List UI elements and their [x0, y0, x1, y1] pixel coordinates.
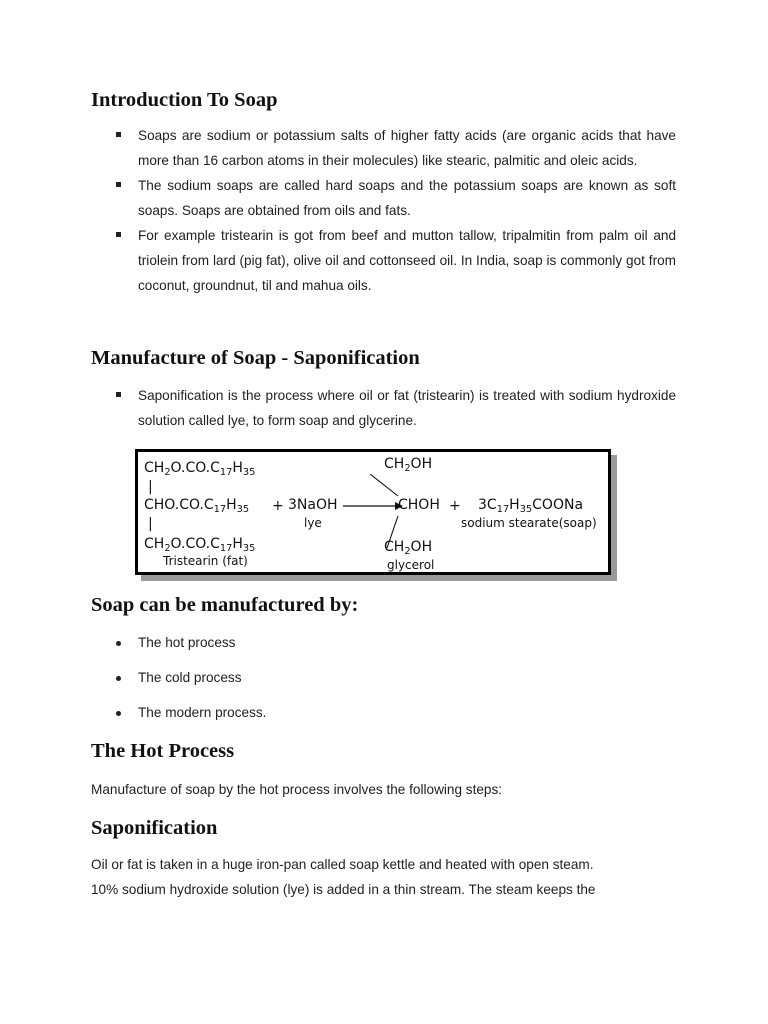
- plus-sign-1: +: [272, 498, 284, 514]
- saponification-heading: Saponification: [91, 817, 218, 839]
- bond-line-2: |: [148, 516, 153, 532]
- glycerol-row-3: $CH_2OH$: [384, 539, 433, 557]
- lye-label: lye: [304, 516, 322, 530]
- hot-process-text: Manufacture of soap by the hot process involves the following steps:: [91, 782, 503, 797]
- hot-process-heading: The Hot Process: [91, 740, 235, 762]
- tristearin-row-3: $CH_2O.CO.C_{17}H_{35}$: [144, 536, 256, 554]
- methods-list: [91, 634, 266, 739]
- glycerol-label: glycerol: [387, 558, 435, 572]
- product-label: sodium stearate(soap): [461, 516, 597, 530]
- intro-bullet-list: [91, 123, 676, 298]
- list-item: The cold process: [91, 669, 266, 704]
- manufacture-bullet-list: [91, 383, 676, 433]
- glycerol-row-2: CHOH: [398, 497, 440, 513]
- glycerol-row-1: $CH_2OH$: [384, 456, 433, 474]
- list-item: The modern process.: [91, 704, 266, 739]
- plus-sign-2: +: [449, 498, 461, 514]
- list-item: For example tristearin is got from beef and mutton tallow, tripalmitin from palm oil and triolein from lard (pig fat), olive oil and cottonseed oil. In India, soap is commonly got from coconut, groundnut, til and mahua oils.: [91, 223, 676, 298]
- tristearin-row-1: $CH_2O.CO.C_{17}H_{35}$: [144, 460, 256, 478]
- product-sodium-stearate: $3C_{17}H_{35}COONa$: [478, 497, 584, 515]
- list-item: Saponification is the process where oil or fat (tristearin) is treated with sodium hydroxide solution called lye, to form soap and glycerine.: [91, 383, 676, 433]
- tristearin-row-2: $CHO.CO.C_{17}H_{35}$: [144, 497, 250, 515]
- list-item: The sodium soaps are called hard soaps and the potassium soaps are known as soft soaps. Soaps are obtained from oils and fats.: [91, 173, 676, 223]
- methods-heading: Soap can be manufactured by:: [91, 594, 359, 616]
- saponification-text-line-2: 10% sodium hydroxide solution (lye) is added in a thin stream. The steam keeps the: [91, 882, 596, 897]
- reagent-naoh: 3NaOH: [288, 497, 338, 513]
- list-item: The hot process: [91, 634, 266, 669]
- fat-label: Tristearin (fat): [163, 554, 248, 568]
- intro-heading: Introduction To Soap: [91, 89, 278, 111]
- manufacture-heading: Manufacture of Soap - Saponification: [91, 347, 420, 369]
- list-item: Soaps are sodium or potassium salts of higher fatty acids (are organic acids that have more than 16 carbon atoms in their molecules) like stearic, palmitic and oleic acids.: [91, 123, 676, 173]
- bond-line-1: |: [148, 479, 153, 495]
- saponification-text-line-1: Oil or fat is taken in a huge iron-pan called soap kettle and heated with open steam.: [91, 857, 594, 872]
- saponification-equation: [135, 449, 611, 575]
